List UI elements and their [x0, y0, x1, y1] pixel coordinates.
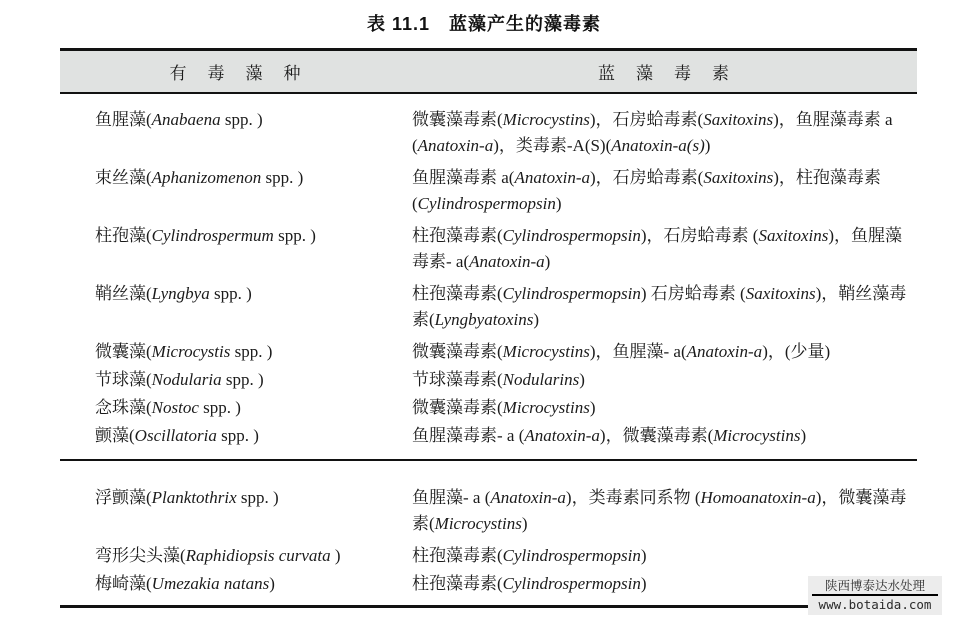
species-cell: 弯形尖头藻(Raphidiopsis curvata ) [95, 546, 341, 565]
toxins-cell: 柱孢藻毒素(Cylindrospermopsin)，石房蛤毒素 (Saxitoxins)，鱼腥藻毒素- a(Anatoxin-a) [412, 226, 903, 271]
table-row [60, 395, 917, 421]
species-cell: 颤藻(Oscillatoria spp. ) [95, 426, 259, 445]
species-cell: 节球藻(Nodularia spp. ) [95, 370, 264, 389]
species-cell: 念珠藻(Nostoc spp. ) [95, 398, 241, 417]
species-cell: 柱孢藻(Cylindrospermum spp. ) [95, 226, 316, 245]
toxins-cell: 鱼腥藻毒素- a (Anatoxin-a)，微囊藻毒素(Microcystins) [412, 426, 807, 445]
toxins-cell: 微囊藻毒素(Microcystins)，鱼腥藻- a(Anatoxin-a)，(少量) [412, 342, 831, 361]
table-row [60, 543, 917, 569]
table-row [60, 423, 917, 449]
table-row [60, 485, 917, 537]
table-header-row [60, 48, 917, 94]
species-cell: 梅崎藻(Umezakia natans) [95, 574, 275, 593]
table-section-1 [60, 94, 917, 459]
species-cell: 束丝藻(Aphanizomenon spp. ) [95, 168, 304, 187]
table-row [60, 339, 917, 365]
species-cell: 浮颤藻(Planktothrix spp. ) [95, 488, 279, 507]
table-bottom-rule [60, 605, 917, 608]
toxins-cell: 鱼腥藻- a (Anatoxin-a)，类毒素同系物 (Homoanatoxin-a)，微囊藻毒素(Microcystins) [412, 488, 907, 533]
column-header-toxins: 蓝 藻 毒 素 [598, 64, 731, 83]
species-cell: 鞘丝藻(Lyngbya spp. ) [95, 284, 252, 303]
column-header-species: 有 毒 藻 种 [169, 64, 303, 83]
watermark-company: 陕西博泰达水处理 [812, 578, 938, 596]
table-row [60, 165, 917, 217]
table-row [60, 223, 917, 275]
toxin-table [60, 48, 917, 608]
watermark-badge [808, 576, 942, 615]
watermark-url: www.botaida.com [818, 597, 932, 612]
toxins-cell: 微囊藻毒素(Microcystins)，石房蛤毒素(Saxitoxins)，鱼腥藻毒素 a (Anatoxin-a)，类毒素-A(S)(Anatoxin-a(s)) [412, 110, 893, 155]
table-row [60, 367, 917, 393]
page-title: 表 11.1 蓝藻产生的藻毒素 [366, 14, 602, 34]
species-cell: 鱼腥藻(Anabaena spp. ) [95, 110, 263, 129]
table-section-2 [60, 461, 917, 605]
table-row [60, 281, 917, 333]
table-row [60, 107, 917, 159]
toxins-cell: 鱼腥藻毒素 a(Anatoxin-a)，石房蛤毒素(Saxitoxins)，柱孢藻毒素(Cylindrospermopsin) [412, 168, 881, 213]
table-row [60, 571, 917, 597]
toxins-cell: 柱孢藻毒素(Cylindrospermopsin) [412, 546, 647, 565]
toxins-cell: 柱孢藻毒素(Cylindrospermopsin) 石房蛤毒素 (Saxitoxins)，鞘丝藻毒素(Lyngbyatoxins) [412, 284, 907, 329]
toxins-cell: 柱孢藻毒素(Cylindrospermopsin) [412, 574, 647, 593]
toxins-cell: 微囊藻毒素(Microcystins) [412, 398, 596, 417]
species-cell: 微囊藻(Microcystis spp. ) [95, 342, 273, 361]
toxins-cell: 节球藻毒素(Nodularins) [412, 370, 585, 389]
